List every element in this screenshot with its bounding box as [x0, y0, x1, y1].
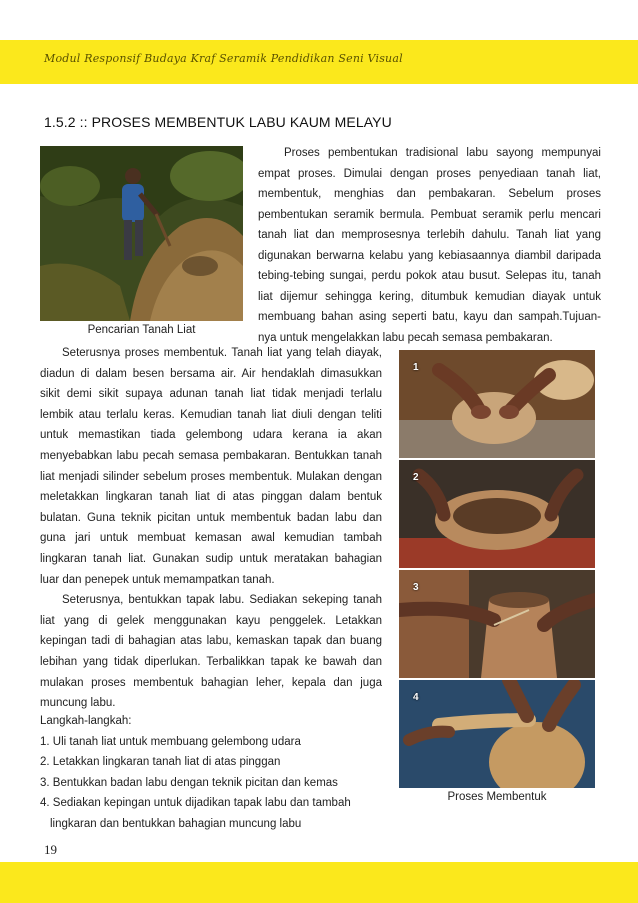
- shaping-body-illustration: [399, 570, 595, 678]
- process-photo-4: [399, 680, 595, 788]
- intro-text: [258, 143, 601, 348]
- process-photo-number: 4: [413, 692, 419, 703]
- footer-band: [0, 862, 638, 903]
- body-paragraph-2: Seterusnya, bentukkan tapak labu. Sediakan sekeping tanah liat yang di gelek menggunakan kayu penggelek. Letakkan kepingan tadi di bahagian atas labu, kemaskan tapak dan buang lebihan yang tidak diperlukan. Terbalikkan tapak ke bawah dan mulakan proses membentuk bahagian leher, kepala dan juga muncung labu.: [40, 594, 382, 710]
- process-photo-1: [399, 350, 595, 458]
- process-photo-3: [399, 570, 595, 678]
- header-title: Modul Responsif Budaya Kraf Seramik Pendidikan Seni Visual: [44, 52, 403, 65]
- step-item-continuation: lingkaran dan bentukkan bahagian muncung labu: [50, 817, 302, 830]
- section-title: 1.5.2 :: PROSES MEMBENTUK LABU KAUM MELAYU: [44, 114, 392, 130]
- process-photo-number: 2: [413, 472, 419, 483]
- process-photo-number: 3: [413, 582, 419, 593]
- kneading-clay-illustration: [399, 350, 595, 458]
- spout-forming-illustration: [399, 680, 595, 788]
- step-item: 2. Letakkan lingkaran tanah liat di atas pinggan: [40, 756, 281, 769]
- figure2-caption: Proses Membentuk: [447, 791, 547, 803]
- clay-digging-photo: [40, 146, 243, 321]
- process-photo-2: [399, 460, 595, 568]
- figure1-caption: Pencarian Tanah Liat: [87, 324, 196, 336]
- clay-digging-illustration: [40, 146, 243, 321]
- intro-paragraph: Proses pembentukan tradisional labu sayong mempunyai empat proses. Dimulai dengan proses penyediaan tanah liat, membentuk, menghias dan pembakaran. Sebelum proses pembentukan seramik bermula. Pembuat seramik perlu mencari tanah liat dan memprosesnya terlebih dahulu. Tanah liat yang digunakan berwarna kelabu yang kebiasaannya diambil daripada tebing-tebing sungai, perdu pokok atau busut. Selepas itu, tanah liat dijemur sehingga kering, ditumbuk kemudian diayak untuk membuang bahan asing seperti batu, kayu dan sampah.Tujuan-nya untuk mengelakkan labu pecah semasa pembakaran.: [258, 147, 601, 344]
- steps-list: [40, 711, 400, 835]
- step-item: 4. Sediakan kepingan untuk dijadikan tapak labu dan tambah: [40, 797, 351, 810]
- steps-heading: Langkah-langkah:: [40, 715, 132, 727]
- step-item: 3. Bentukkan badan labu dengan teknik picitan dan kemas: [40, 776, 338, 789]
- body-paragraph-1: Seterusnya proses membentuk. Tanah liat yang telah diayak, diadun di dalam besen bersama air. Air hendaklah dimasukkan sikit demi sikit supaya adunan tanah liat tidak menjadi terlalu lembik atau terlalu keras. Kemudian tanah liat diuli dengan teliti untuk memastikan tiada gelembong udara kerana ia akan menyebabkan labu pecah semasa pembakaran. Bentukkan tanah liat menjadi silinder sebelum proses membentuk. Mulakan dengan meletakkan lingkaran tanah liat di atas pinggan dalam bentuk bulatan. Guna teknik picitan untuk membentuk badan labu dan guna jari untuk membuat kemasan awal kemudian tambah lingkaran tanah liat. Gunakan sudip untuk meratakan bahagian luar dan penepek untuk memampatkan tanah.: [40, 347, 382, 586]
- forming-process-photos: [399, 350, 595, 790]
- step-item: 1. Uli tanah liat untuk membuang gelembong udara: [40, 735, 301, 748]
- page-number: 19: [44, 842, 57, 857]
- coil-ring-illustration: [399, 460, 595, 568]
- body-text: [40, 343, 382, 714]
- process-photo-number: 1: [413, 362, 419, 373]
